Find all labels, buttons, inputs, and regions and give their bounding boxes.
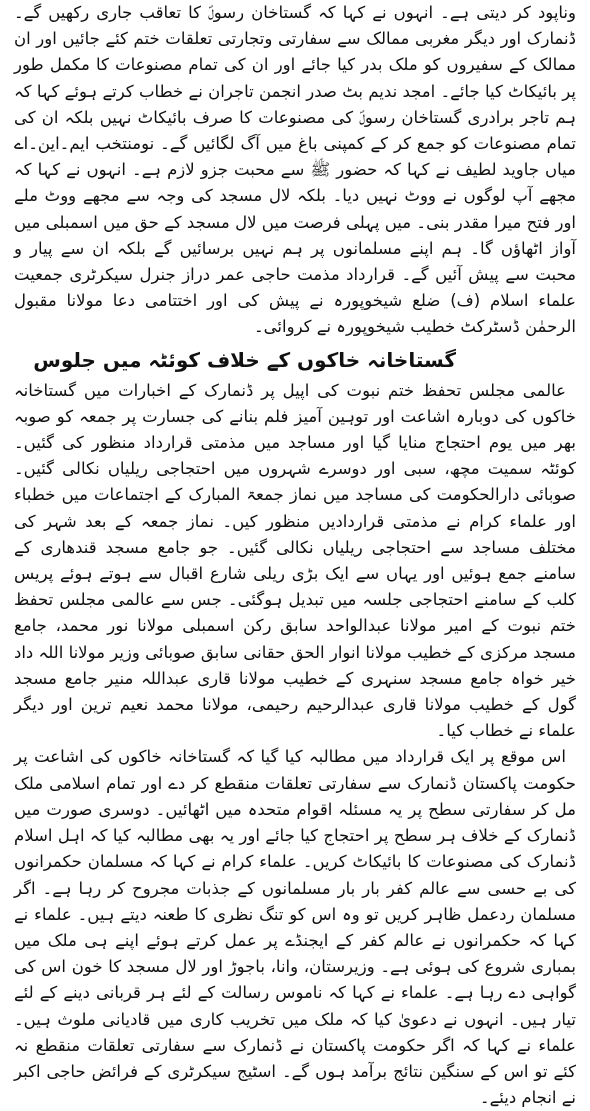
article-body-paragraph-1: عالمی مجلس تحفظ ختم نبوت کی اپیل پر ڈنمارک کے اخبارات میں گستاخانہ خاکوں کی دوبارہ اشاعت اور توہین آمیز فلم بنانے کی جسارت پر جمعہ کو صوبہ بھر میں یوم احتجاج منایا گیا اور مساجد میں مذمتی قرارداد منظور کی گئیں۔ کوئٹہ سمیت مچھ، سبی اور دوسرے شہروں میں احتجاجی ریلیاں نکالی گئیں۔ صوبائی دارالحکومت کی مساجد میں نماز جمعۃ المبارک کے اجتماعات میں خطباء اور علماء کرام نے مذمتی قراردادیں منظور کیں۔ نماز جمعہ کے بعد شہر کی مختلف مساجد سے احتجاجی ریلیاں نکالی گئیں۔ جو جامع مسجد قندھاری کے سامنے جمع ہوئیں اور یہاں سے ایک بڑی ریلی شارع اقبال سے ہوتے ہوئے پریس کلب کے سامنے احتجاجی جلسہ میں تبدیل ہوگئی۔ جس سے عالمی مجلس تحفظ ختم نبوت کے امیر مولانا عبدالواحد سابق رکن اسمبلی مولانا نور محمد، جامع مسجد مرکزی کے خطیب مولانا انوار الحق حقانی سابق صوبائی وزیر مولانا اللہ داد خیر خواہ جامع مسجد سنہری کے خطیب مولانا قاری عبداللہ منیر جامع مسجد گول کے خطیب مولانا قاری عبدالرحیم رحیمی، مولانا محمد نعیم ترین اور دیگر علماء نے خطاب کیا۔ bbox=[14, 380, 576, 741]
article-continuation-paragraph: وناپود کر دیتی ہے۔ انہوں نے کہا کہ گستاخان رسولؐ کا تعاقب جاری رکھیں گے۔ ڈنمارک اور دیگر مغربی ممالک سے سفارتی وتجارتی تعلقات ختم کئے جائیں اور ان ممالک کے سفیروں کو ملک بدر کیا جائے اور ان کی تمام مصنوعات کا مکمل طور پر بائیکاٹ کیا جائے۔ امجد ندیم بٹ صدر انجمن تاجران نے خطاب کرتے ہوئے کہا کہ ہم تاجر برادری گستاخان رسولؐ کی مصنوعات کا صرف بائیکاٹ نہیں بلکہ ان کی تمام مصنوعات کو جمع کر کے کمپنی باغ میں آگ لگائیں گے۔ نومنتخب ایم۔این۔اے میاں جاوید لطیف نے کہا کہ حضور ﷺ سے محبت جزو لازم ہے۔ انہوں نے کہا کہ مجھے آپ لوگوں نے ووٹ نہیں دیا۔ بلکہ لال مسجد کی وجہ سے مجھے ووٹ ملے اور فتح میرا مقدر بنی۔ میں پہلی فرصت میں لال مسجد کے حق میں اسمبلی میں آواز اٹھاؤں گا۔ ہم اپنے مسلمانوں پر ہم نہیں برسائیں گے بلکہ ان سے پیار و محبت سے پیش آئیں گے۔ قرارداد مذمت حاجی عمر دراز جنرل سیکرٹری جمعیت علماء اسلام (ف) ضلع شیخوپورہ نے پیش کی اور اختتامی دعا مولانا مقبول الرحمٰن ڈسٹرکٹ خطیب شیخوپورہ نے کروائی۔ bbox=[14, 3, 576, 337]
article-headline: گستاخانہ خاکوں کے خلاف کوئٹہ میں جلوس bbox=[33, 347, 456, 372]
newspaper-page bbox=[14, 0, 576, 1108]
article-body-paragraph-2: اس موقع پر ایک قرارداد میں مطالبہ کیا گیا کہ گستاخانہ خاکوں کی اشاعت پر حکومت پاکستان ڈنمارک سے سفارتی تعلقات منقطع کر دے اور تمام اسلامی ملک مل کر سفارتی سطح پر یہ مسئلہ اقوام متحدہ میں اٹھائیں۔ دوسری صورت میں ڈنمارک کے خلاف ہر سطح پر احتجاج کیا جائے اور یہ بھی مطالبہ کیا کہ اہل اسلام ڈنمارک کی مصنوعات کا بائیکاٹ کریں۔ علماء کرام نے کہا کہ مسلمان حکمرانوں کی بے حسی سے عالم کفر بار بار مسلمانوں کے جذبات مجروح کر رہا ہے۔ اگر مسلمان ردعمل ظاہر کریں تو وہ اس کو تنگ نظری کا طعنہ دیتے ہیں۔ علماء نے کہا کہ حکمرانوں نے عالم کفر کے ایجنڈے پر عمل کرتے ہوئے اپنے ہی ملک میں بمباری شروع کی ہوئی ہے۔ وزیرستان، وانا، باجوڑ اور لال مسجد کا خون اس کی گواہی دے رہا ہے۔ علماء نے کہا کہ ناموس رسالت کے لئے ہر قربانی دینے کے لئے تیار ہیں۔ انہوں نے دعویٰ کیا کہ ملک میں تخریب کاری میں قادیانی ملوث ہیں۔ علماء نے کہا کہ اگر حکومت پاکستان نے ڈنمارک سے سفارتی تعلقات منقطع نہ کئے تو اس کے سنگین نتائج برآمد ہوں گے۔ اسٹیج سیکرٹری کے فرائض حاجی اکبر نے انجام دیئے۔ bbox=[14, 747, 576, 1108]
